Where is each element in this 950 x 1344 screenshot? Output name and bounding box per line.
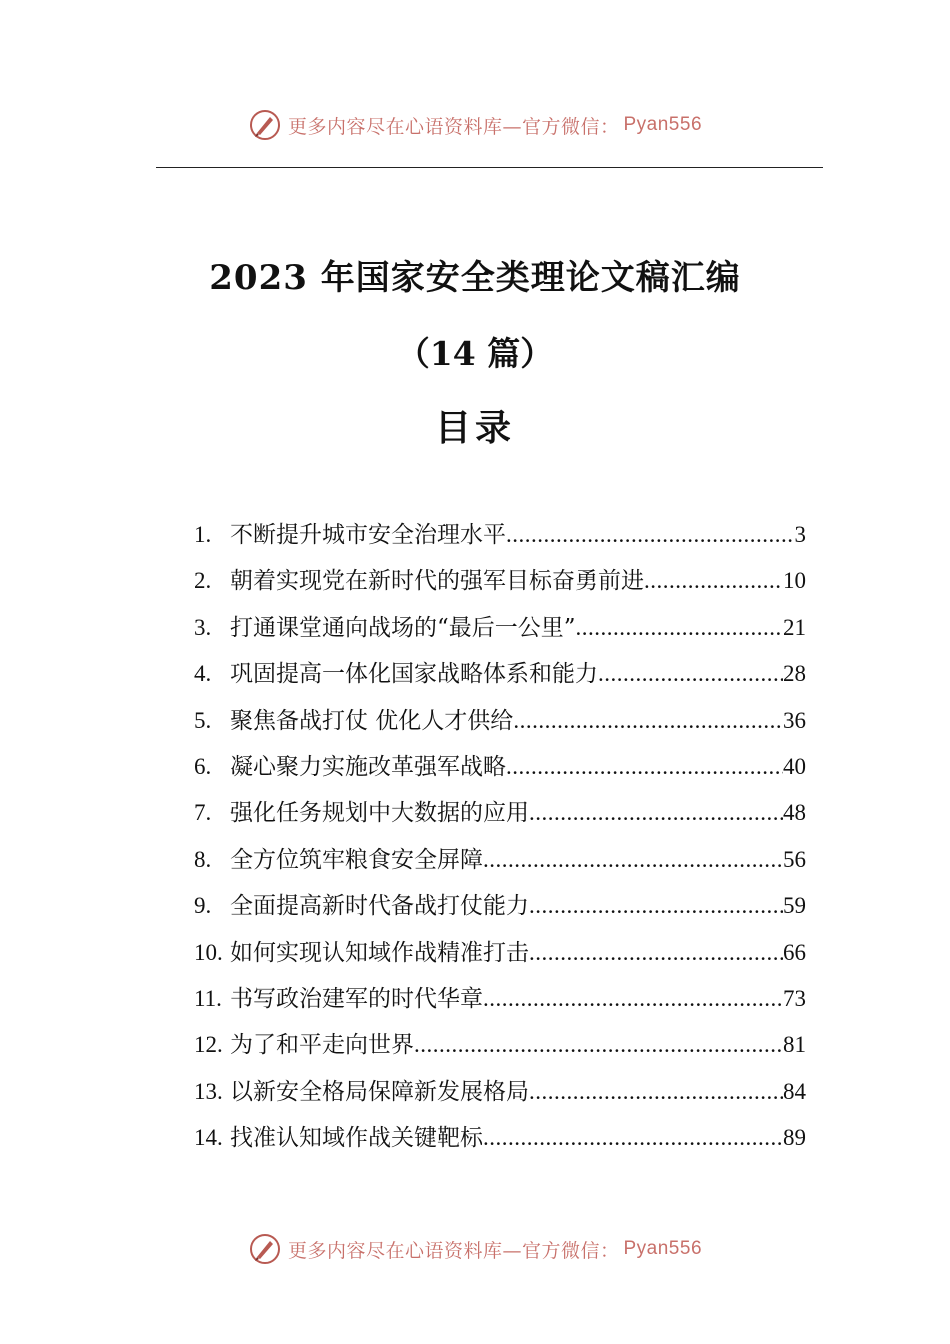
toc-entry[interactable] — [194, 1069, 806, 1115]
toc-leader-dots — [483, 976, 783, 1022]
toc-entry[interactable] — [194, 976, 806, 1022]
toc-leader-dots — [483, 837, 783, 883]
toc-entry-number: 6. — [194, 753, 212, 779]
toc-entry[interactable] — [194, 651, 806, 697]
toc-entry-number: 1. — [194, 522, 212, 547]
toc-entry-page: 40 — [783, 753, 806, 779]
toc-heading: 目录 — [434, 407, 515, 449]
toc-leader-dots — [414, 1022, 783, 1068]
toc-entry[interactable] — [194, 837, 806, 883]
toc-entry[interactable] — [194, 1022, 806, 1068]
toc-entry-title: 打通课堂通向战场的“最后一公里” — [230, 614, 576, 641]
toc-leader-dots — [506, 744, 783, 790]
toc-entry-page: 21 — [783, 614, 806, 640]
toc-entry-title: 书写政治建军的时代华章 — [230, 985, 483, 1012]
toc-entry[interactable] — [194, 605, 806, 651]
table-of-contents — [194, 512, 806, 1161]
header-watermark — [0, 108, 950, 142]
document-subtitle: （14 篇） — [396, 334, 554, 373]
watermark-wechat-id: Pyan556 — [623, 114, 703, 135]
toc-entry-number: 14. — [194, 1125, 223, 1151]
toc-entry-page: 56 — [783, 846, 806, 872]
toc-leader-dots — [529, 1069, 783, 1115]
toc-entry-number: 2. — [194, 568, 212, 594]
toc-entry-number: 13. — [194, 1078, 223, 1104]
toc-entry-title: 以新安全格局保障新发展格局 — [230, 1078, 529, 1105]
footer-watermark — [0, 1232, 950, 1266]
toc-entry-number: 11. — [194, 985, 222, 1011]
toc-entry-page: 66 — [783, 939, 806, 965]
toc-entry[interactable] — [194, 930, 806, 976]
header-divider — [156, 167, 823, 168]
watermark-text: 更多内容尽在心语资料库—官方微信： — [287, 115, 620, 138]
toc-entry[interactable] — [194, 698, 806, 744]
toc-entry-title: 聚焦备战打仗 优化人才供给 — [230, 707, 514, 734]
toc-entry-page: 84 — [783, 1078, 806, 1104]
toc-entry-page: 36 — [783, 707, 806, 733]
toc-entry-title: 朝着实现党在新时代的强军目标奋勇前进 — [230, 568, 644, 595]
watermark-text: 更多内容尽在心语资料库—官方微信： — [287, 1239, 620, 1262]
toc-entry-title: 凝心聚力实施改革强军战略 — [230, 753, 506, 780]
toc-entry-title: 不断提升城市安全治理水平 — [230, 522, 506, 548]
watermark-wechat-id: Pyan556 — [623, 1238, 703, 1259]
toc-entry-title: 为了和平走向世界 — [230, 1032, 414, 1059]
toc-leader-dots — [598, 651, 783, 697]
toc-entry-page: 59 — [783, 893, 806, 919]
toc-entry-number: 8. — [194, 846, 212, 872]
toc-entry-page: 28 — [783, 661, 806, 687]
document-title: 2023 年国家安全类理论文稿汇编 — [209, 258, 741, 298]
toc-entry-page: 3 — [794, 522, 806, 547]
toc-entry-title: 找准认知域作战关键靶标 — [230, 1125, 483, 1152]
toc-entry-number: 12. — [194, 1032, 223, 1058]
toc-entry-number: 4. — [194, 661, 212, 687]
toc-entry[interactable] — [194, 790, 806, 836]
toc-leader-dots — [576, 605, 783, 651]
toc-entry[interactable] — [194, 1115, 806, 1161]
toc-entry-page: 73 — [783, 985, 806, 1011]
pen-logo-icon — [248, 1232, 282, 1266]
toc-entry-number: 5. — [194, 707, 212, 733]
toc-entry-title: 全方位筑牢粮食安全屏障 — [230, 846, 483, 873]
toc-entry-page: 10 — [783, 568, 806, 594]
toc-entry-page: 48 — [783, 800, 806, 826]
toc-entry[interactable] — [194, 744, 806, 790]
pen-logo-icon — [248, 108, 282, 142]
toc-entry[interactable] — [194, 883, 806, 929]
toc-entry-number: 9. — [194, 893, 212, 919]
toc-leader-dots — [529, 883, 783, 929]
toc-entry[interactable] — [194, 558, 806, 604]
toc-leader-dots — [529, 930, 783, 976]
toc-entry-number: 7. — [194, 800, 212, 826]
toc-leader-dots — [483, 1115, 783, 1161]
toc-entry-title: 全面提高新时代备战打仗能力 — [230, 893, 529, 920]
toc-leader-dots — [506, 512, 795, 558]
toc-entry-page: 81 — [783, 1032, 806, 1058]
toc-entry[interactable] — [194, 512, 806, 558]
toc-entry-title: 巩固提高一体化国家战略体系和能力 — [230, 661, 598, 688]
toc-entry-number: 10. — [194, 939, 223, 965]
toc-entry-title: 如何实现认知域作战精准打击 — [230, 939, 529, 966]
toc-entry-number: 3. — [194, 614, 212, 640]
toc-entry-title: 强化任务规划中大数据的应用 — [230, 800, 529, 827]
toc-leader-dots — [529, 790, 783, 836]
toc-leader-dots — [644, 558, 783, 604]
toc-entry-page: 89 — [783, 1125, 806, 1151]
toc-leader-dots — [513, 698, 783, 744]
